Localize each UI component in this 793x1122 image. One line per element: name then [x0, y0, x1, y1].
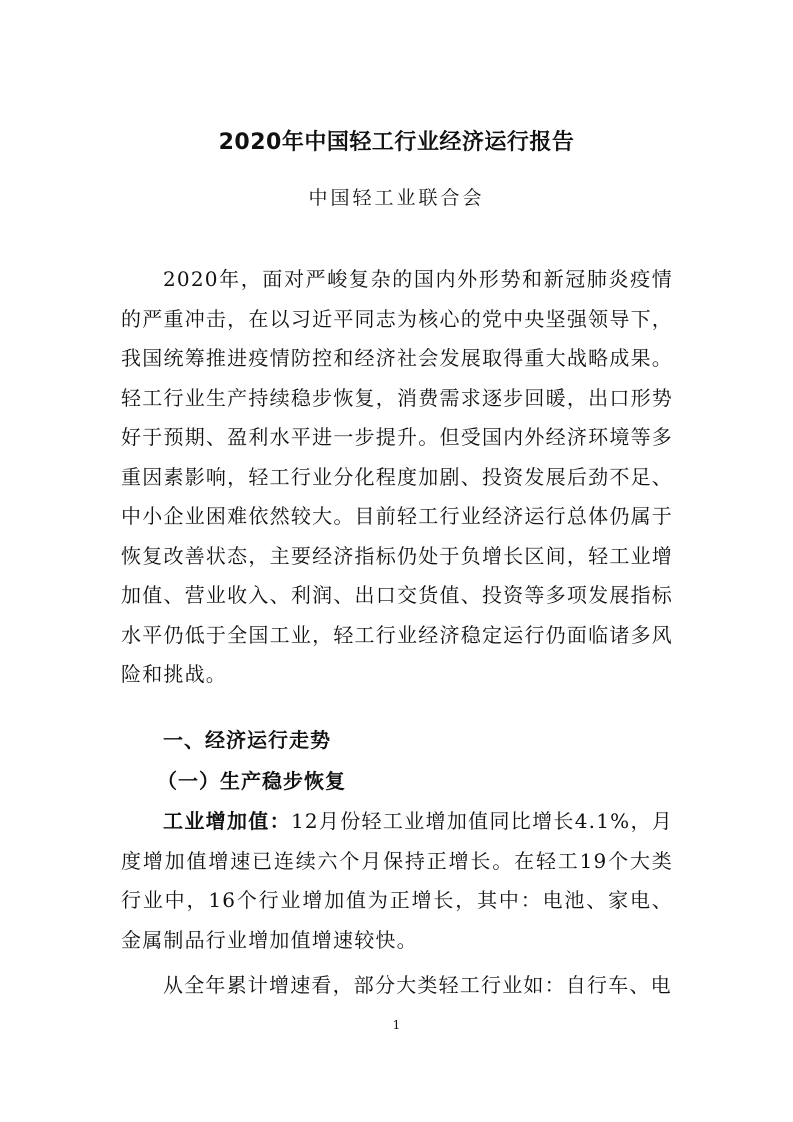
section-heading: 一、经济运行走势	[163, 728, 331, 752]
paragraph-text: 12月份轻工业增加值同比增长4.1%，月度增加值增速已连续六个月保持正增长。在轻工19个大类行业中，16个行业增加值为正增长，其中：电池、家电、金属制品行业增加值增速较快。	[121, 809, 674, 952]
cumulative-growth-paragraph: 从全年累计增速看，部分大类轻工行业如：自行车、电	[163, 973, 672, 997]
intro-paragraph: 2020年，面对严峻复杂的国内外形势和新冠肺炎疫情的严重冲击，在以习近平同志为核心的党中央坚强领导下，我国统筹推进疫情防控和经济社会发展取得重大战略成果。轻工行业生产持续稳步恢复，消费需求逐步回暖，出口形势好于预期、盈利水平进一步提升。但受国内外经济环境等多重因素影响，轻工行业分化程度加剧、投资发展后劲不足、中小企业困难依然较大。目前轻工行业经济运行总体仍属于恢复改善状态，主要经济指标仍处于负增长区间，轻工业增加值、营业收入、利润、出口交货值、投资等多项发展指标水平仍低于全国工业，轻工行业经济稳定运行仍面临诸多风险和挑战。	[121, 267, 673, 686]
document-author: 中国轻工业联合会	[308, 187, 485, 209]
document-title: 2020年中国轻工行业经济运行报告	[218, 130, 575, 155]
subsection-heading: （一）生产稳步恢复	[157, 769, 346, 793]
paragraph-lead: 工业增加值：	[163, 809, 291, 833]
industrial-value-paragraph	[121, 802, 673, 960]
page-number: 1	[392, 1018, 401, 1032]
